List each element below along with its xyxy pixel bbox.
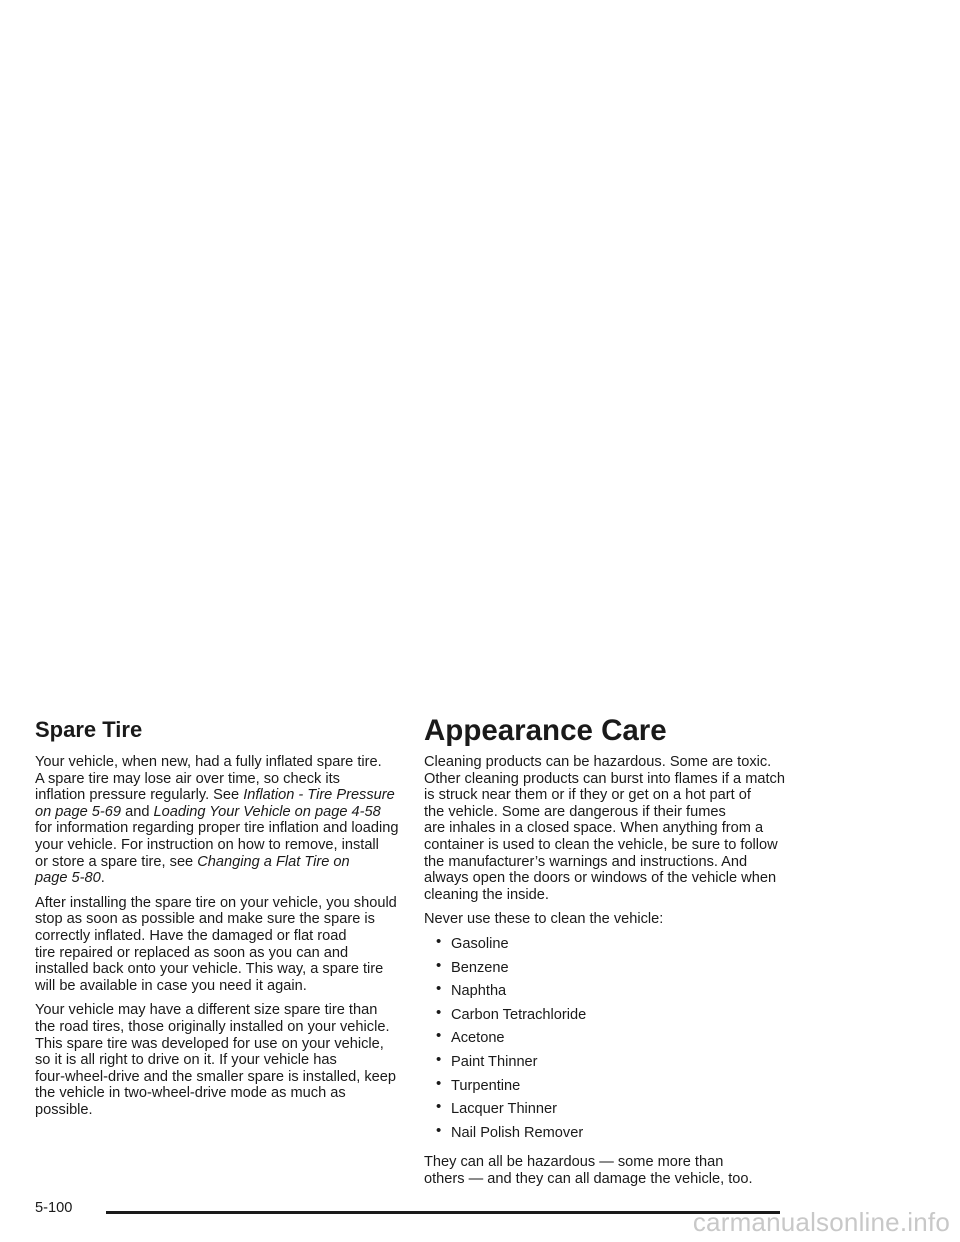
footer-divider [106, 1211, 780, 1214]
text-line: A spare tire may lose air over time, so check its [35, 770, 340, 787]
list-item-label: Nail Polish Remover [451, 1124, 584, 1141]
text-segment: and [121, 803, 154, 820]
text-segment: . [100, 870, 105, 887]
appearance-care-paragraph-2: Never use these to clean the vehicle: [424, 911, 664, 928]
page-number: 5-100 [35, 1200, 73, 1216]
cross-reference-link[interactable]: on page 5-69 [35, 803, 122, 820]
text-line [35, 787, 401, 804]
cleaning-hazard-list [424, 932, 796, 1148]
bullet-icon: • [436, 956, 442, 974]
text-segment: inflation pressure regularly. See [35, 787, 244, 804]
text-line: correctly inflated. Have the damaged or flat road [35, 927, 347, 944]
bullet-icon: • [436, 1098, 442, 1116]
list-item [424, 956, 796, 984]
bullet-icon: • [436, 932, 442, 950]
cross-reference-link[interactable]: Changing a Flat Tire on [197, 853, 350, 870]
list-item [424, 1098, 796, 1125]
text-line: is struck near them or if they or get on a hot part of [424, 787, 751, 804]
text-line: possible. [35, 1101, 93, 1118]
text-line: Cleaning products can be hazardous. Some are toxic. [424, 754, 772, 770]
text-line: After installing the spare tire on your vehicle, you should [35, 894, 397, 911]
bullet-icon: • [436, 1027, 442, 1045]
text-line [35, 804, 401, 821]
text-line: will be available in case you need it again. [35, 977, 307, 994]
cross-reference-link[interactable]: Loading Your Vehicle on page 4-58 [153, 803, 381, 820]
list-item [424, 1003, 796, 1031]
list-item [424, 980, 796, 1007]
text-line: the vehicle in two-wheel-drive mode as much as [35, 1085, 346, 1102]
list-item-label: Paint Thinner [451, 1053, 538, 1070]
text-line: others — and they can all damage the vehicle, too. [424, 1170, 753, 1187]
list-item-label: Naphtha [451, 983, 507, 1000]
text-line: the manufacturer’s warnings and instructions. And [424, 853, 748, 870]
text-line: Your vehicle, when new, had a fully inflated spare tire. [35, 754, 382, 770]
text-line: installed back onto your vehicle. This way, a spare tire [35, 961, 384, 978]
text-line: They can all be hazardous — some more than [424, 1154, 724, 1171]
spare-tire-paragraph-2 [35, 895, 401, 995]
cross-reference-link[interactable]: page 5-80 [35, 870, 101, 887]
appearance-care-section [424, 714, 796, 1195]
bullet-icon: • [436, 980, 442, 998]
text-line: the road tires, those originally installed on your vehicle. [35, 1018, 390, 1035]
list-item-label: Lacquer Thinner [451, 1101, 558, 1118]
spare-tire-heading: Spare Tire [35, 717, 143, 742]
text-line: stop as soon as possible and make sure the spare is [35, 911, 375, 928]
list-item-label: Turpentine [451, 1077, 521, 1094]
watermark: carmanualsonline.info [692, 1207, 950, 1237]
list-item-label: Benzene [451, 959, 509, 976]
list-item-label: Acetone [451, 1030, 505, 1047]
bullet-icon: • [436, 1074, 442, 1092]
text-line: your vehicle. For instruction on how to remove, install [35, 836, 379, 853]
text-line [35, 854, 401, 871]
text-line: are inhales in a closed space. When anything from a [424, 820, 764, 837]
text-line: so it is all right to drive on it. If your vehicle has [35, 1052, 337, 1069]
text-line: Your vehicle may have a different size spare tire than [35, 1002, 378, 1019]
bullet-icon: • [436, 1003, 442, 1021]
text-line: cleaning the inside. [424, 886, 549, 903]
appearance-care-paragraph-3 [424, 1154, 796, 1187]
text-line [35, 870, 401, 887]
text-line: for information regarding proper tire inflation and loading [35, 820, 399, 837]
appearance-care-heading: Appearance Care [424, 714, 667, 747]
text-line: This spare tire was developed for use on your vehicle, [35, 1035, 384, 1052]
spare-tire-paragraph-3 [35, 1002, 401, 1118]
appearance-care-paragraph-1 [424, 754, 796, 903]
spare-tire-paragraph-1 [35, 754, 401, 887]
bullet-icon: • [436, 1050, 442, 1068]
text-line: tire repaired or replaced as soon as you can and [35, 944, 349, 961]
list-item [424, 1121, 796, 1149]
text-line: the vehicle. Some are dangerous if their fumes [424, 803, 726, 820]
list-item [424, 1050, 796, 1078]
bullet-icon: • [436, 1121, 442, 1139]
text-line: container is used to clean the vehicle, be sure to follow [424, 836, 778, 853]
cross-reference-link[interactable]: Inflation - Tire Pressure [243, 787, 395, 804]
list-item-label: Carbon Tetrachloride [451, 1006, 587, 1023]
text-line: Other cleaning products can burst into flames if a match [424, 770, 785, 787]
text-segment: or store a spare tire, see [35, 853, 198, 870]
text-line: always open the doors or windows of the vehicle when [424, 870, 777, 887]
list-item [424, 1074, 796, 1102]
list-item [424, 932, 796, 960]
spare-tire-section [35, 716, 401, 1126]
list-item-label: Gasoline [451, 935, 509, 952]
text-line: four-wheel-drive and the smaller spare is installed, keep [35, 1068, 396, 1085]
list-item [424, 1027, 796, 1054]
